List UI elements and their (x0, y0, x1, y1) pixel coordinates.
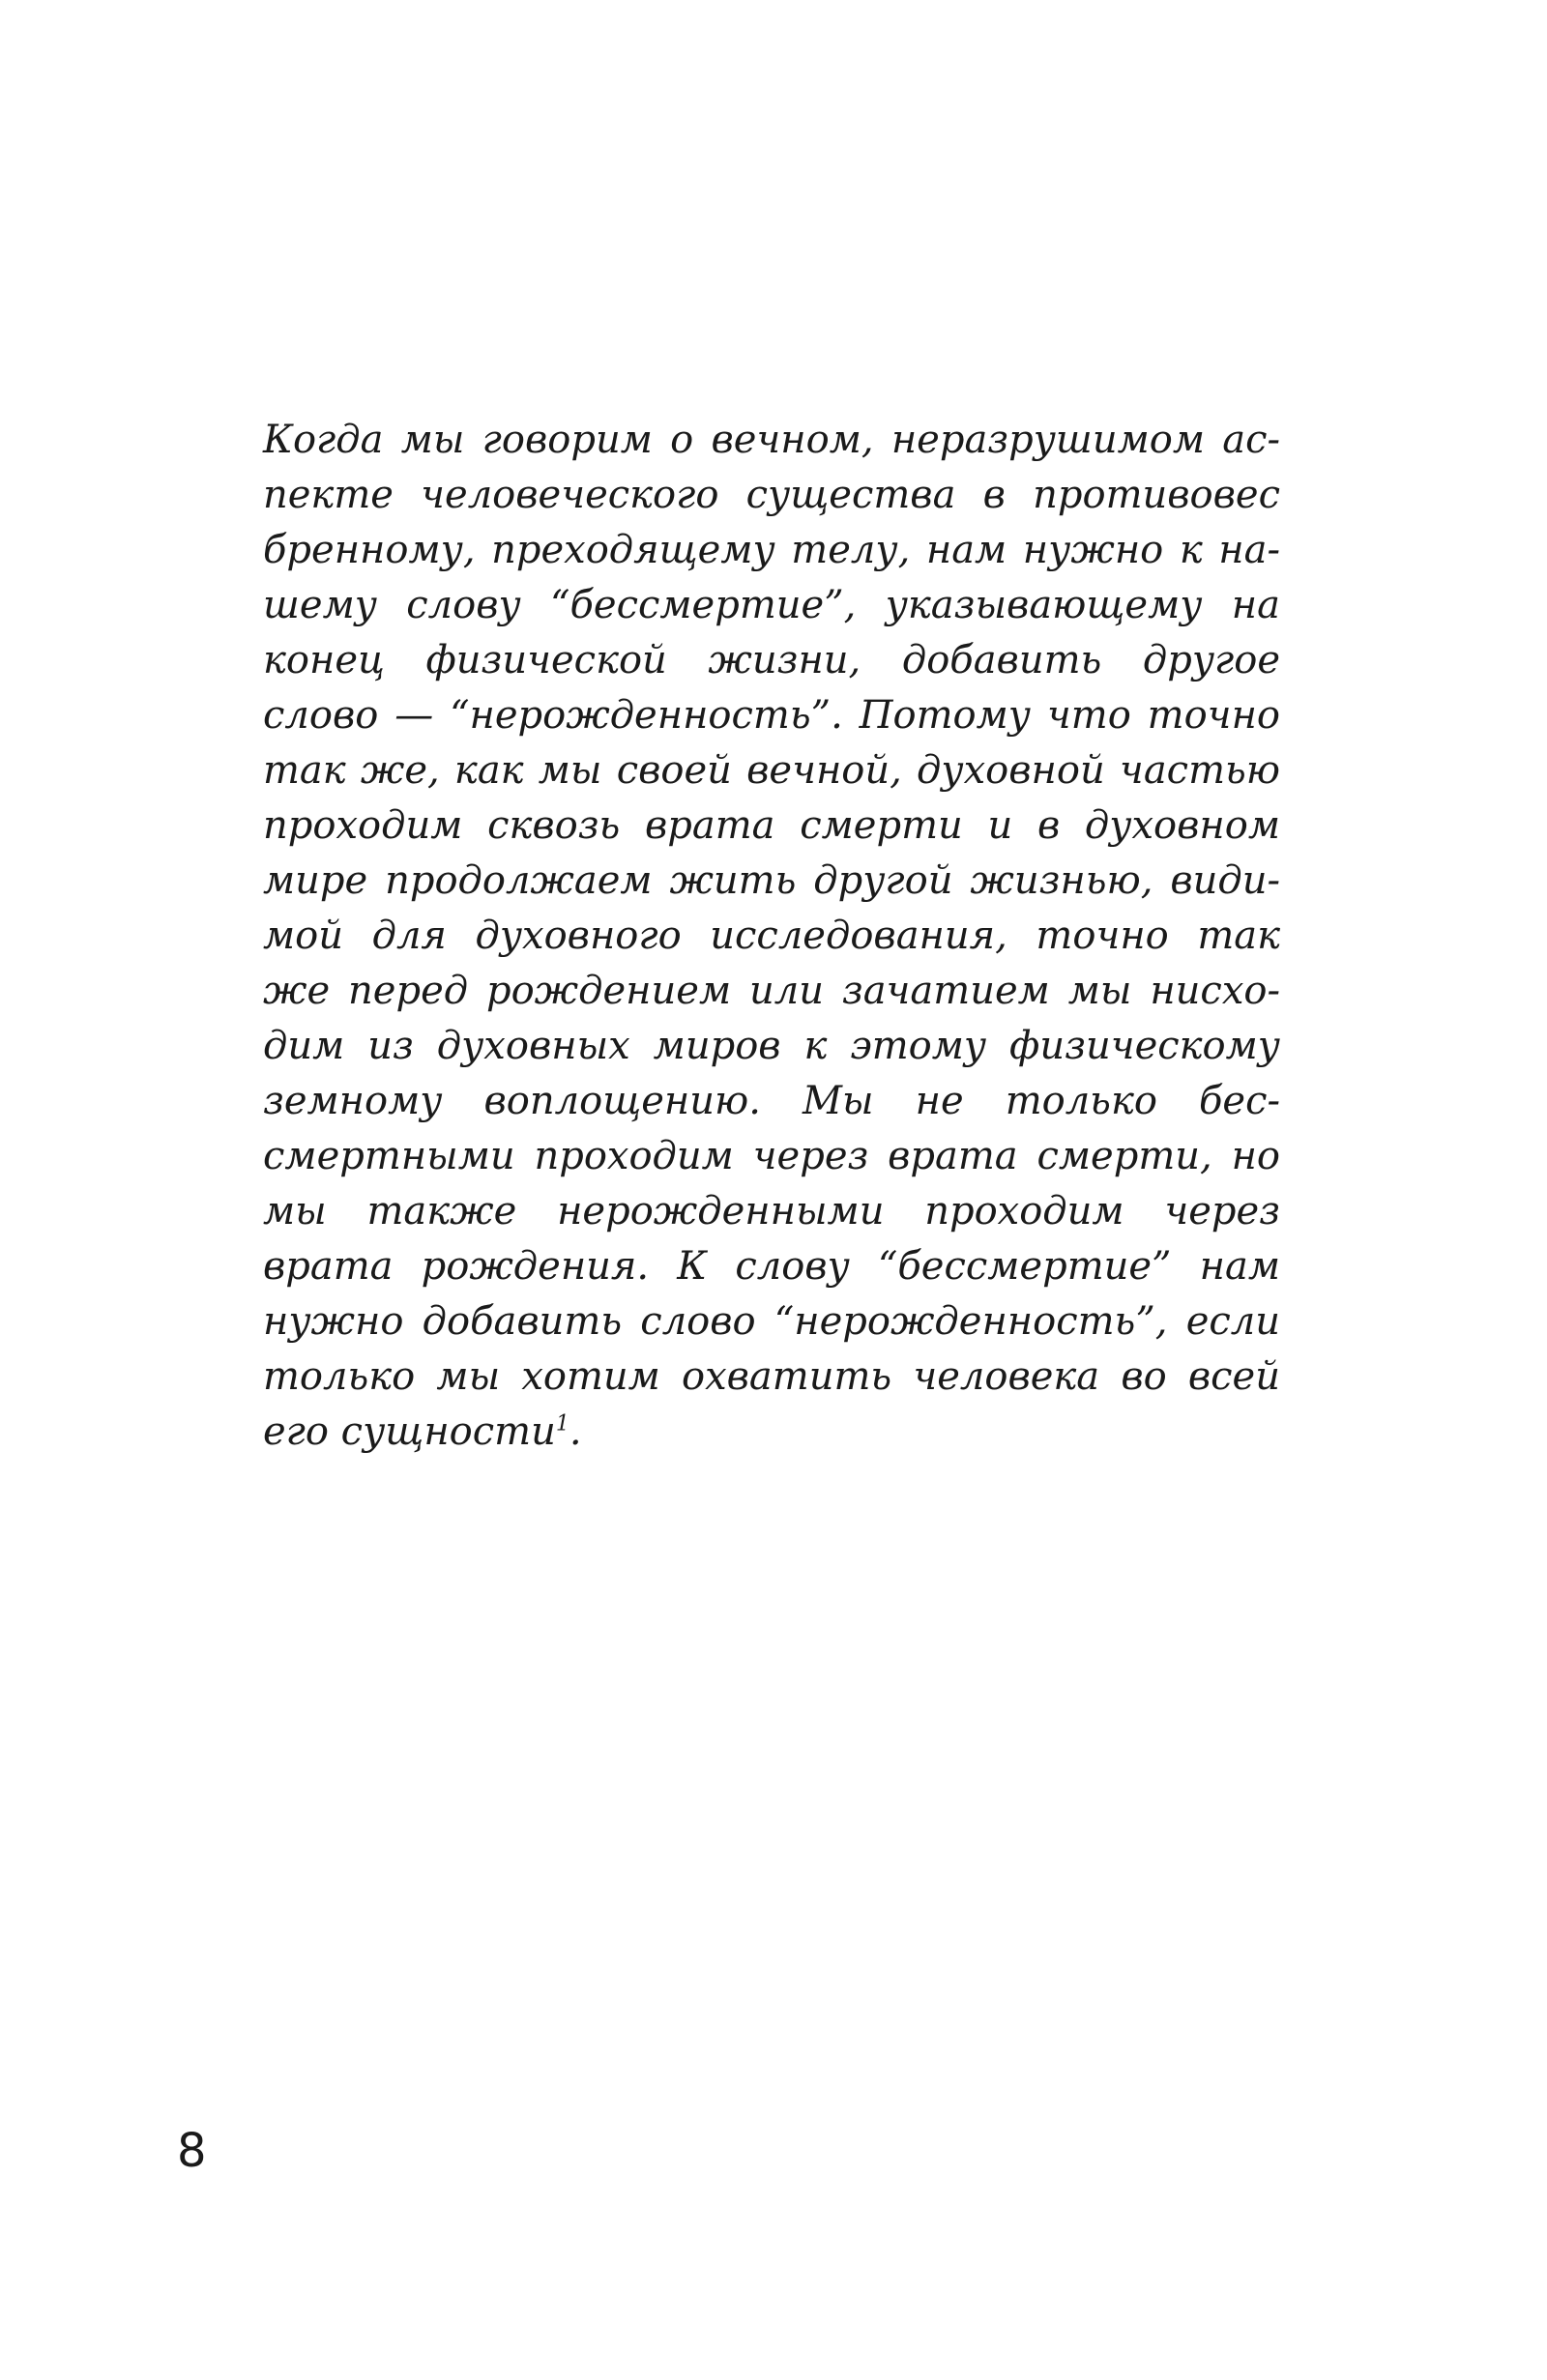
paragraph-last-line (263, 1405, 1280, 1460)
last-line-text: его сущности (263, 1409, 556, 1454)
paragraph-line: дим из духовных миров к этому физическому (263, 1024, 1280, 1068)
paragraph-line: Когда мы говорим о вечном, неразрушимом ас- (263, 418, 1280, 462)
paragraph-line: только мы хотим охватить человека во всей (263, 1354, 1280, 1399)
paragraph-line: бренному, преходящему телу, нам нужно к на- (263, 528, 1280, 572)
paragraph-line: мой для духовного исследования, точно так (263, 914, 1280, 958)
paragraph-line: мы также нерожденными проходим через (263, 1189, 1280, 1234)
paragraph-line: мире продолжаем жить другой жизнью, види- (263, 858, 1280, 903)
paragraph-line: шему слову “бессмертие”, указывающему на (263, 583, 1280, 627)
footnote-reference[interactable]: 1 (555, 1411, 569, 1437)
paragraph-line: врата рождения. К слову “бессмертие” нам (263, 1244, 1280, 1289)
last-line-period: . (569, 1409, 582, 1454)
paragraph-line: земному воплощению. Мы не только бес- (263, 1079, 1280, 1123)
paragraph-line: же перед рождением или зачатием мы нисхо- (263, 969, 1280, 1013)
page-number: 8 (177, 2124, 207, 2178)
paragraph-line: конец физической жизни, добавить другое (263, 638, 1280, 682)
main-paragraph (263, 413, 1280, 1460)
paragraph-line: слово — “нерожденность”. Потому что точно (263, 693, 1280, 738)
paragraph-line: так же, как мы своей вечной, духовной частью (263, 748, 1280, 793)
paragraph-line: пекте человеческого существа в противовес (263, 473, 1280, 517)
paragraph-line: нужно добавить слово “нерожденность”, если (263, 1299, 1280, 1344)
paragraph-line: проходим сквозь врата смерти и в духовном (263, 803, 1280, 848)
paragraph-line: смертными проходим через врата смерти, но (263, 1134, 1280, 1178)
